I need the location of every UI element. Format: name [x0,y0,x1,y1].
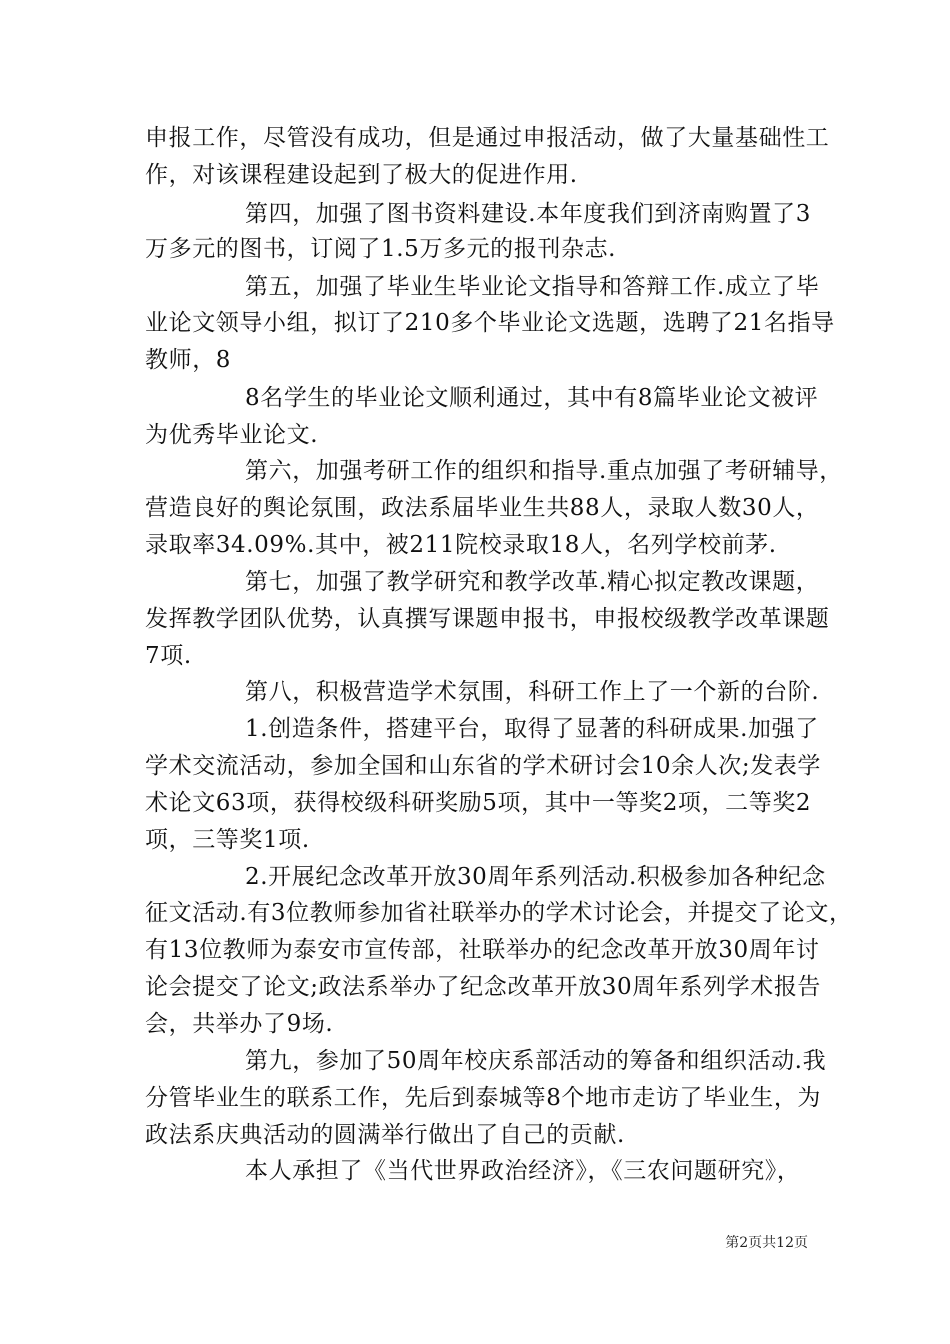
page-number-footer: 第2页共12页 [725,1235,808,1251]
text-line: 政法系庆典活动的圆满举行做出了自己的贡献. [145,1122,625,1148]
text-line: 教师，8 [145,347,232,373]
text-line: 作，对该课程建设起到了极大的促进作用. [145,162,578,188]
text-line: 申报工作，尽管没有成功，但是通过申报活动，做了大量基础性工 [145,125,830,151]
paragraph-start-line: 第六，加强考研工作的组织和指导.重点加强了考研辅导， [245,458,843,484]
paragraph-start-line: 第四，加强了图书资料建设.本年度我们到济南购置了3 [245,201,811,227]
text-line: 录取率34.09%.其中，被211院校录取18人，名列学校前茅. [145,532,777,558]
text-line: 万多元的图书，订阅了1.5万多元的报刊杂志. [145,236,617,262]
paragraph-start-line: 2.开展纪念改革开放30周年系列活动.积极参加各种纪念 [245,864,826,890]
paragraph-start-line: 第八，积极营造学术氛围，科研工作上了一个新的台阶. [245,679,820,705]
text-line: 发挥教学团队优势，认真撰写课题申报书，申报校级教学改革课题 [145,606,830,632]
paragraph-start-line: 第七，加强了教学研究和教学改革.精心拟定教改课题， [245,569,820,595]
text-line: 7项. [145,643,192,669]
text-line: 论会提交了论文;政法系举办了纪念改革开放30周年系列学术报告 [145,974,822,1000]
text-line: 征文活动.有3位教师参加省社联举办的学术讨论会，并提交了论文， [145,900,853,926]
paragraph-start-line: 第五，加强了毕业生毕业论文指导和答辩工作.成立了毕 [245,274,820,300]
text-line: 有13位教师为泰安市宣传部，社联举办的纪念改革开放30周年讨 [145,937,820,963]
paragraph-start-line: 本人承担了《当代世界政治经济》，《三农问题研究》， [245,1158,801,1184]
paragraph-start-line: 1.创造条件，搭建平台，取得了显著的科研成果.加强了 [245,716,819,742]
text-line: 业论文领导小组，拟订了210多个毕业论文选题，选聘了21名指导 [145,310,835,336]
text-line: 项，三等奖1项. [145,827,310,853]
text-line: 术论文63项，获得校级科研奖励5项，其中一等奖2项，二等奖2 [145,790,812,816]
text-line: 营造良好的舆论氛围，政法系届毕业生共88人，录取人数30人， [145,495,820,521]
paragraph-start-line: 8名学生的毕业论文顺利通过，其中有8篇毕业论文被评 [245,385,819,411]
text-line: 会，共举办了9场. [145,1011,334,1037]
text-line: 学术交流活动，参加全国和山东省的学术研讨会10余人次;发表学 [145,753,822,779]
text-line: 分管毕业生的联系工作，先后到泰城等8个地市走访了毕业生，为 [145,1085,822,1111]
paragraph-start-line: 第九，参加了50周年校庆系部活动的筹备和组织活动.我 [245,1048,827,1074]
text-line: 为优秀毕业论文. [145,422,319,448]
